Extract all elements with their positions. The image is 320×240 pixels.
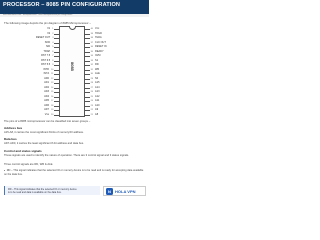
pin-number: 33: [90, 59, 94, 62]
pin-number: 8: [52, 59, 54, 62]
pin-lead: [85, 47, 90, 48]
pin-label: SOD: [44, 40, 51, 44]
list-item: [4, 169, 145, 176]
pin-label: A11: [95, 99, 100, 103]
pin-number: 25: [90, 95, 94, 98]
breadcrumb-bar: [0, 14, 149, 17]
pin-lead: [54, 47, 59, 48]
pin-lead: [54, 52, 59, 53]
pin-label: A13: [95, 90, 100, 94]
pin-lead: [85, 97, 90, 98]
three-control-text: Three control signals are RD, WR & ALE.: [4, 163, 54, 166]
pin-row-left: [45, 113, 59, 117]
pin-lead: [85, 38, 90, 39]
pin-label: A8: [95, 112, 99, 116]
pin-label: AD1: [44, 81, 49, 85]
pin-lead: [85, 56, 90, 57]
pin-number: 11: [51, 73, 54, 76]
pin-label: AD3: [44, 90, 49, 94]
pin-lead: [54, 79, 59, 80]
pin-label: RST 5.5: [41, 63, 51, 67]
chip-label: 8085: [70, 62, 75, 71]
pin-lead: [85, 92, 90, 93]
pin-number: 4: [52, 41, 54, 44]
pin-lead: [85, 29, 90, 30]
pin-label: HLDA: [95, 36, 102, 40]
pin-number: 13: [50, 82, 54, 85]
pin-number: 14: [50, 86, 54, 89]
pin-label: A15: [95, 81, 100, 85]
pin-label: Vss: [44, 112, 49, 116]
pins-intro: The pins of a 8085 microprocessor can be classified into seven groups –: [4, 120, 91, 123]
pin-lead: [54, 106, 59, 107]
pin-label: RST 7.5: [41, 54, 51, 58]
pin-row-right: [85, 113, 98, 117]
pin-label: IO/M: [95, 54, 101, 58]
pin-lead: [54, 92, 59, 93]
pin-number: 9: [52, 64, 54, 67]
pin-number: 36: [90, 46, 94, 49]
pin-number: 29: [90, 77, 94, 80]
pin-number: 2: [52, 32, 54, 35]
pin-label: AD6: [44, 103, 49, 107]
intro-text: The following image depicts the pin diagram of 8085 Microprocessor –: [4, 21, 91, 25]
pin-label: AD2: [44, 85, 49, 89]
bullet-rd-text: RD – This signal indicates that the selected IO or memory device is to be read and is ready for accepting data available on the data bus.: [4, 169, 144, 176]
pin-number: 35: [90, 50, 94, 53]
pin-number: 12: [50, 77, 54, 80]
address-bus-text: A15-A8, it carries the most significant 8-bits of memory/IO address.: [4, 131, 84, 134]
pin-number: 15: [50, 91, 54, 94]
pin-label: INTA: [43, 72, 50, 76]
pin-number: 18: [50, 104, 54, 107]
pin-number: 19: [50, 109, 54, 112]
pin-label: CLK OUT: [95, 40, 106, 44]
pin-lead: [54, 101, 59, 102]
pin-lead: [85, 52, 90, 53]
data-bus-text: AD7-AD0, it carries the least significant 8-bit address and data bus.: [4, 142, 84, 145]
pin-number: 20: [50, 113, 54, 116]
pin-lead: [54, 115, 59, 116]
note-line-1: RD – This signal indicates that the selected IO or memory device: [8, 188, 77, 191]
pin-lead: [85, 61, 90, 62]
data-bus-heading: Data bus: [4, 137, 17, 141]
pin-label: ALE: [95, 72, 100, 76]
pin-lead: [54, 74, 59, 75]
pin-number: 39: [90, 32, 94, 35]
breadcrumb[interactable]: electronicsdesk.com · microprocessor · 8085 microprocessor pin configuration: [3, 14, 73, 16]
pin-label: READY: [95, 49, 104, 53]
pin-lead: [85, 106, 90, 107]
pin-number: 22: [90, 109, 94, 112]
pin-number: 30: [90, 73, 94, 76]
page-title: PROCESSOR – 8085 PIN CONFIGURATION: [3, 2, 121, 8]
pin-lead: [54, 43, 59, 44]
pin-label: TRAP: [43, 49, 51, 53]
pin-number: 1: [52, 28, 54, 31]
pin-label: WR: [95, 67, 100, 71]
pin-label: A12: [95, 94, 100, 98]
vpn-ad-text: HOLA VPN: [115, 188, 136, 194]
control-text: These signals are used to identify the nature of operation. There are 3 control signal and 3 status signals.: [4, 154, 129, 157]
pin-label: RESET OUT: [35, 36, 51, 40]
pin-lead: [54, 38, 59, 39]
pin-lead: [85, 115, 90, 116]
pin-lead: [54, 56, 59, 57]
pin-number: 38: [90, 37, 94, 40]
vpn-logo-icon: N: [106, 188, 113, 195]
pin-label: S0: [95, 76, 99, 80]
pin-number: 10: [50, 68, 54, 71]
pin-number: 7: [52, 55, 54, 58]
pin-number: 23: [90, 104, 94, 107]
pin-number: 26: [90, 91, 94, 94]
pin-lead: [85, 70, 90, 71]
control-heading: Control and status signals: [4, 149, 42, 153]
pin-lead: [85, 83, 90, 84]
pin-label: AD5: [44, 99, 49, 103]
pin-lead: [54, 29, 59, 30]
pin-lead: [85, 65, 90, 66]
pin-label: INTR: [43, 67, 49, 71]
pin-number: 32: [90, 64, 94, 67]
pin-label: A14: [95, 85, 100, 89]
pin-lead: [54, 61, 59, 62]
pin-number: 17: [50, 100, 54, 103]
pin-lead: [85, 110, 90, 111]
pin-number: 40: [90, 28, 94, 31]
pin-number: 34: [90, 55, 94, 58]
pin-diagram: [0, 26, 149, 118]
pin-label: A9: [95, 108, 99, 112]
pin-label: A10: [95, 103, 100, 107]
pin-number: 5: [52, 46, 54, 49]
address-bus-heading: Address bus: [4, 126, 23, 130]
chip-body: [59, 26, 85, 117]
pin-lead: [54, 110, 59, 111]
pin-number: 16: [50, 95, 54, 98]
pin-lead: [85, 74, 90, 75]
note-line-2: is to be read and data is available on the data bus.: [8, 191, 62, 194]
pin-label: AD4: [44, 94, 49, 98]
pin-lead: [85, 101, 90, 102]
pin-label: SID: [46, 45, 51, 49]
pin-number: 28: [90, 82, 94, 85]
pin-label: X1: [47, 27, 51, 31]
pin-lead: [54, 65, 59, 66]
pin-number: 27: [90, 86, 94, 89]
pin-lead: [85, 43, 90, 44]
pin-label: RST 6.5: [41, 58, 51, 62]
vpn-ad-banner[interactable]: [103, 186, 146, 196]
page-header: [0, 0, 149, 14]
pin-number: 24: [90, 100, 94, 103]
pin-label: AD0: [44, 76, 49, 80]
pin-label: X2: [47, 31, 51, 35]
bullet-icon: [4, 170, 5, 171]
pin-number: 6: [52, 50, 54, 53]
pin-label: RD: [95, 63, 99, 67]
pin-lead: [54, 70, 59, 71]
pin-lead: [85, 34, 90, 35]
pin-label: Vcc: [95, 27, 100, 31]
pin-label: HOLD: [95, 31, 102, 35]
pin-number: 3: [52, 37, 54, 40]
pin-lead: [54, 34, 59, 35]
pin-number: 31: [90, 68, 94, 71]
pin-lead: [85, 79, 90, 80]
note-box: [4, 186, 100, 195]
pin-label: S1: [95, 58, 99, 62]
pin-number: 21: [90, 113, 94, 116]
pin-number: 37: [90, 41, 94, 44]
chip-notch: [69, 26, 76, 30]
pin-label: RESET IN: [95, 45, 107, 49]
pin-lead: [54, 88, 59, 89]
pin-label: AD7: [44, 108, 49, 112]
pin-lead: [85, 88, 90, 89]
pin-lead: [54, 83, 59, 84]
pin-lead: [54, 97, 59, 98]
